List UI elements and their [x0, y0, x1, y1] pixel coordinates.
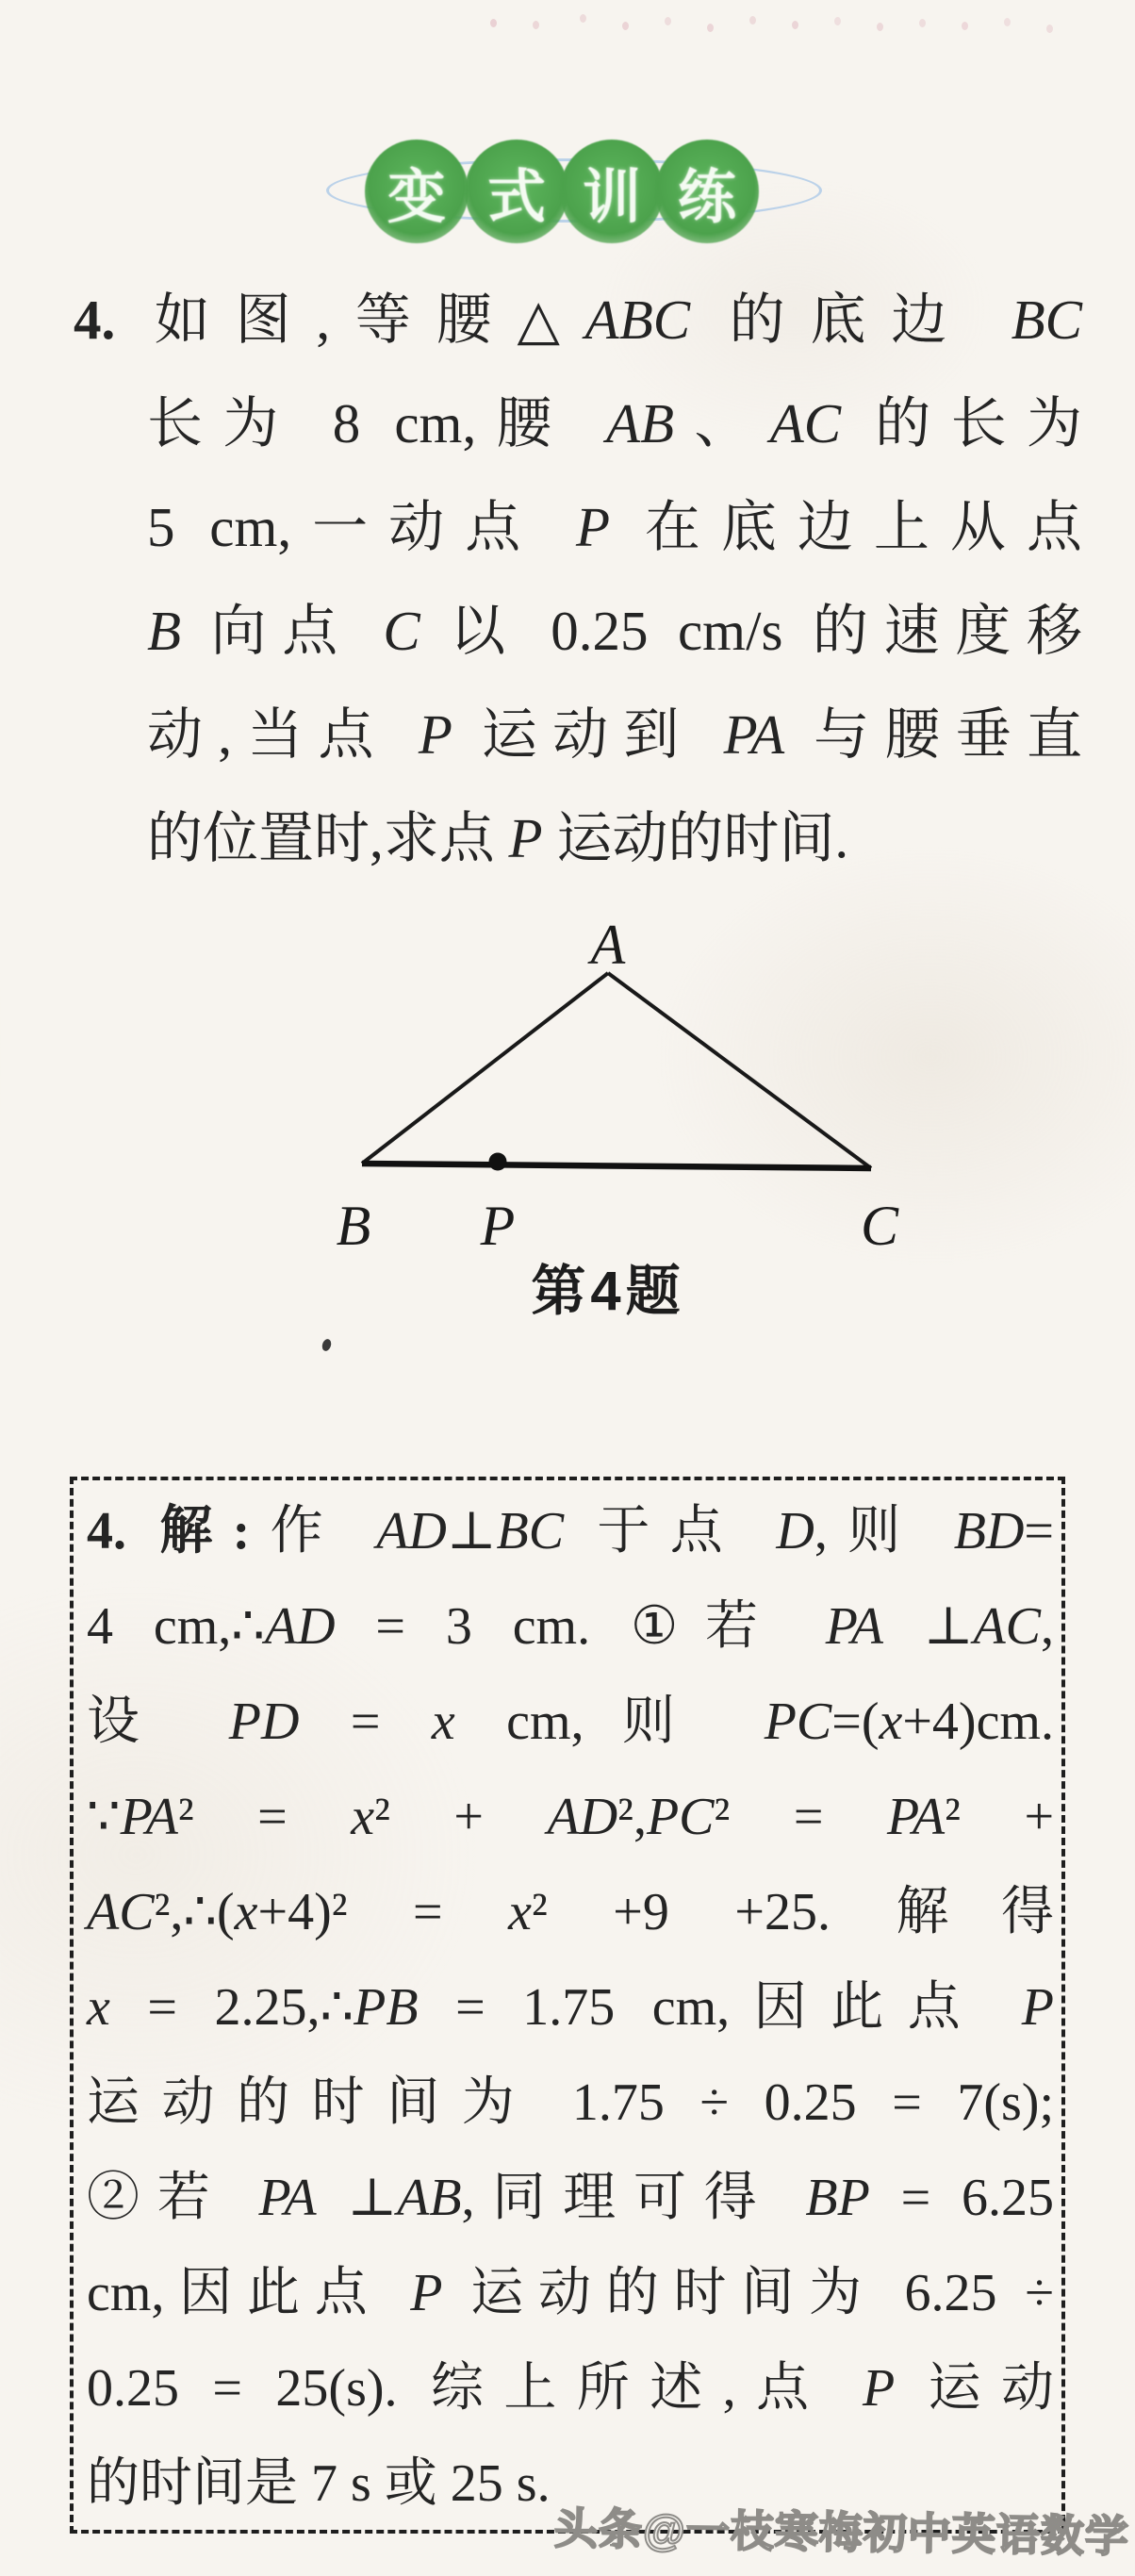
solution-line-4: ∵PA² = x² + AD²,PC² = PA² +	[87, 1788, 1055, 1846]
figure-caption: 第4题	[531, 1261, 685, 1322]
bleed-through-marks	[490, 19, 497, 27]
solution-box	[70, 1477, 1065, 2534]
solution-line-6: x = 2.25,∴PB = 1.75 cm,因此点 P	[87, 1978, 1054, 2037]
vertex-c-label: C	[860, 1195, 899, 1257]
vertex-a-label: A	[590, 915, 626, 976]
side-ab-line	[362, 973, 608, 1164]
problem-line-5: 动,当点 P 运动到 PA 与腰垂直	[147, 703, 1082, 766]
badge-circle-2	[465, 140, 568, 243]
badge-char-1: 变	[387, 164, 446, 230]
base-bc-line	[362, 1164, 871, 1168]
problem-line-6: 的位置时,求点 P 运动的时间.	[147, 807, 849, 869]
solution-line-5: AC²,∴(x+4)² = x² +9 +25. 解得	[87, 1883, 1055, 1941]
solution-line-9: cm,因此点 P 运动的时间为 6.25 ÷	[87, 2264, 1055, 2322]
problem-line-1: 4. 如图,等腰△ABC 的底边 BC	[74, 289, 1082, 351]
point-p-label: P	[480, 1195, 516, 1257]
solution-line-10: 0.25 = 25(s). 综上所述,点 P 运动	[87, 2359, 1055, 2418]
problem-line-4: B 向点 C 以 0.25 cm/s 的速度移	[147, 600, 1082, 662]
ink-speck	[321, 1338, 333, 1352]
point-p-dot	[489, 1153, 507, 1171]
vertex-b-label: B	[336, 1195, 371, 1257]
problem-statement	[74, 268, 1082, 890]
side-ac-line	[608, 973, 871, 1168]
badge-circle-1	[365, 140, 469, 243]
solution-line-11: 的时间是 7 s 或 25 s.	[87, 2454, 551, 2513]
badge-circle-4	[655, 140, 759, 243]
badge-char-2: 式	[486, 164, 546, 230]
solution-line-1: 4. 解:作 AD⊥BC 于点 D,则 BD=	[87, 1502, 1054, 1560]
badge-circle-3	[560, 140, 664, 243]
solution-line-3: 设 PD = x cm,则 PC=(x+4)cm.	[87, 1693, 1054, 1751]
solution-line-8: ②若 PA ⊥AB,同理可得 BP = 6.25	[87, 2169, 1055, 2227]
badge-char-3: 训	[582, 164, 641, 230]
solution-line-2: 4 cm,∴AD = 3 cm. ①若 PA ⊥AC,	[87, 1597, 1054, 1656]
problem-line-3: 5 cm,一动点 P 在底边上从点	[147, 496, 1082, 558]
watermark-text: 头条@一枝寒梅初中英语数学	[553, 2503, 1130, 2562]
section-badge-training	[311, 130, 825, 253]
solution-line-7: 运动的时间为 1.75 ÷ 0.25 = 7(s);	[87, 2073, 1055, 2132]
problem-line-2: 长为 8 cm,腰 AB、AC 的长为	[147, 392, 1082, 454]
badge-char-4: 练	[677, 164, 736, 230]
triangle-diagram	[283, 915, 943, 1292]
